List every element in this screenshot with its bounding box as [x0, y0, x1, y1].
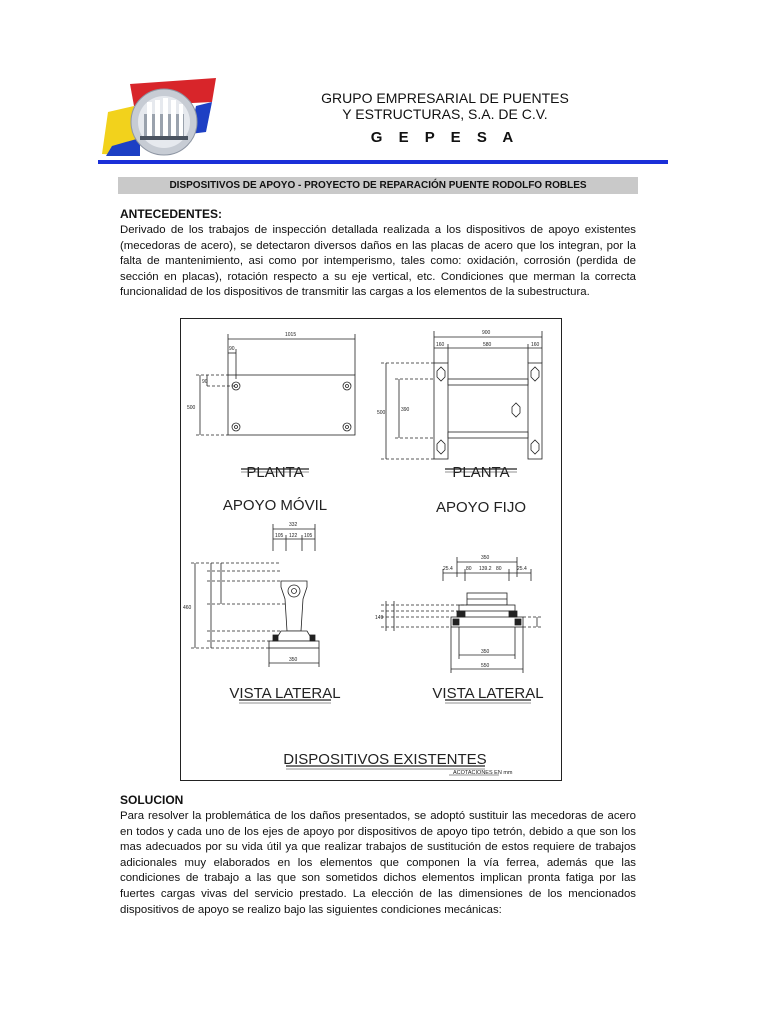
- dim-movil-side-sub3: 105: [304, 533, 313, 539]
- dim-fijo-plan-inner: 390: [401, 407, 410, 413]
- label-planta-fijo: PLANTA: [452, 464, 510, 481]
- dim-fijo-plan-right: 160: [531, 342, 540, 348]
- dim-fijo-side-top: 350: [481, 555, 490, 561]
- document-title-banner: DISPOSITIVOS DE APOYO - PROYECTO DE REPARACIÓN PUENTE RODOLFO ROBLES: [118, 177, 638, 194]
- dim-movil-plan-height: 500: [187, 405, 196, 411]
- dim-movil-side-height: 460: [183, 605, 192, 611]
- header-divider: [98, 160, 668, 164]
- label-vista-lateral-fijo: VISTA LATERAL: [432, 685, 544, 702]
- dim-fijo-plan-left: 160: [436, 342, 445, 348]
- dim-movil-side-base: 350: [289, 657, 298, 663]
- dim-fijo-side-base2: 550: [481, 663, 490, 669]
- drawing-title: DISPOSITIVOS EXISTENTES: [283, 751, 487, 768]
- solucion-paragraph: Para resolver la problemática de los daños presentados, se adoptó sustituir las mecedoras de acero en todos y cada uno de los ejes de apoyo por dispositivos de apoyo tipo tetrón, debido a que son los mas adecuados por su vida útil ya que realizar trabajos de sustitución de estos requiere de trabajos adicionales muy elaborados en los elementos que componen la vía ferrea, además que las condiciones de trabajo a las que son sometidos dichos elementos implican pronta fatiga por las fuertes cargas vivas del servicio prestado. La elección de las dimensiones de los mencionados dispositivos de apoyo se realizo bajo las siguientes condiciones mecánicas:: [120, 810, 636, 916]
- dim-movil-side-sub2: 122: [289, 533, 298, 539]
- dim-fijo-side-sub3: 139.2: [479, 566, 492, 572]
- label-apoyo-fijo: APOYO FIJO: [435, 499, 527, 516]
- dim-fijo-plan-width: 900: [482, 330, 491, 336]
- drawing-units-note: ACOTACIONES EN mm: [453, 770, 513, 776]
- dim-movil-side-sub1: 105: [275, 533, 284, 539]
- dim-fijo-side-height: 149: [375, 615, 384, 621]
- dim-fijo-side-sub1: 25.4: [443, 566, 453, 572]
- company-name-line1: GRUPO EMPRESARIAL DE PUENTES: [321, 90, 569, 106]
- technical-drawing: [180, 318, 562, 781]
- company-name-line2: Y ESTRUCTURAS, S.A. DE C.V.: [342, 106, 548, 122]
- dim-fijo-plan-mid: 580: [483, 342, 492, 348]
- dim-movil-plan-edge: 90: [229, 346, 235, 352]
- dim-fijo-side-sub2: 80: [466, 566, 472, 572]
- label-planta-movil: PLANTA: [246, 464, 304, 481]
- dim-movil-plan-width: 1015: [285, 332, 297, 338]
- dim-fijo-side-sub5: 25.4: [517, 566, 527, 572]
- dim-fijo-side-base1: 350: [481, 649, 490, 655]
- company-acronym: G E P E S A: [370, 129, 520, 146]
- dim-fijo-plan-height: 500: [377, 410, 386, 416]
- dim-fijo-side-sub4: 80: [496, 566, 502, 572]
- dim-movil-plan-bolt: 90: [202, 379, 208, 385]
- company-logo: [100, 76, 220, 158]
- solucion-heading: SOLUCION: [120, 793, 184, 807]
- label-apoyo-movil: APOYO MÓVIL: [222, 497, 328, 514]
- label-vista-lateral-movil: VISTA LATERAL: [229, 685, 341, 702]
- company-header: [300, 90, 590, 146]
- antecedentes-paragraph: Derivado de los trabajos de inspección detallada realizada a los dispositivos de apoyo existentes (mecedoras de acero), se detectaron diversos daños en las placas de acero que los integran, por la falta de mantenimiento, asi como por intemperismo, tales como: oxidación, corrosión (perdida de sección en placas), rotación respecto a su eje vertical, etc. Condiciones que merman la correcta funcionalidad de los dispositivos de transmitir las cargas a los elementos de la subestructura.: [120, 224, 636, 299]
- dim-movil-side-top: 332: [289, 522, 298, 528]
- antecedentes-heading: ANTECEDENTES:: [120, 207, 223, 221]
